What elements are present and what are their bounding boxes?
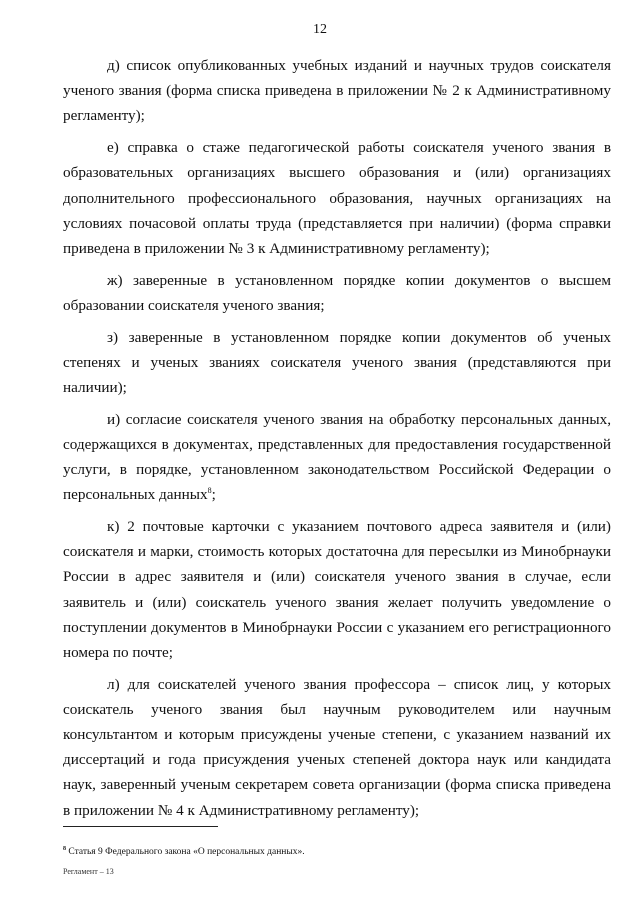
page-number: 12 <box>313 22 327 37</box>
footnote-text: Статья 9 Федерального закона «О персональных данных». <box>66 847 305 857</box>
document-footer-label: Регламент – 13 <box>63 867 114 876</box>
footnote-reference: 8 <box>207 486 212 496</box>
paragraph-z: з) заверенные в установленном порядке копии документов об ученых степенях и ученых званиях соискателя ученого звания (представляются при наличии); <box>63 328 611 396</box>
footnote <box>63 846 603 858</box>
footnote-separator <box>63 826 218 827</box>
paragraph-d: д) список опубликованных учебных изданий и научных трудов соискателя ученого звания (форма списка приведена в приложении № 2 к Административному регламенту); <box>63 57 611 125</box>
paragraph-zh: ж) заверенные в установленном порядке копии документов о высшем образовании соискателя ученого звания; <box>63 271 611 314</box>
document-body <box>63 53 611 823</box>
paragraph-k: к) 2 почтовые карточки с указанием почтового адреса заявителя и (или) соискателя и марки, стоимость которых достаточна для пересылки из Минобрнауки России в адрес заявителя и (или) соискателя ученого звания в случае, если заявитель и (или) соискатель ученого звания желает получить уведомление о поступлении документов в Минобрнауки России с указанием его регистрационного номера по почте; <box>63 517 611 661</box>
paragraph-i <box>63 407 611 508</box>
paragraph-i-suffix: ; <box>211 486 216 504</box>
paragraph-e: е) справка о стаже педагогической работы соискателя ученого звания в образовательных организациях высшего образования и (или) организациях дополнительного профессионального образования, научных организациях на условиях почасовой оплаты труда (представляется при наличии) (форма справки приведена в приложении № 3 к Административному регламенту); <box>63 139 611 257</box>
paragraph-l: л) для соискателей ученого звания профессора – список лиц, у которых соискатель ученого звания был научным руководителем или научным консультантом и которым присуждены ученые степени, с указанием названий их диссертаций и года присуждения ученых степеней доктора наук или кандидата наук, заверенный ученым секретарем совета организации (форма списка приведена в приложении № 4 к Административному регламенту); <box>63 675 611 819</box>
footnote-marker: 8 <box>63 845 66 852</box>
paragraph-i-text: и) согласие соискателя ученого звания на обработку персональных данных, содержащихся в документах, представленных для предоставления государственной услуги, в порядке, установленном законодательством Российской Федерации о персональных данных <box>63 410 611 504</box>
